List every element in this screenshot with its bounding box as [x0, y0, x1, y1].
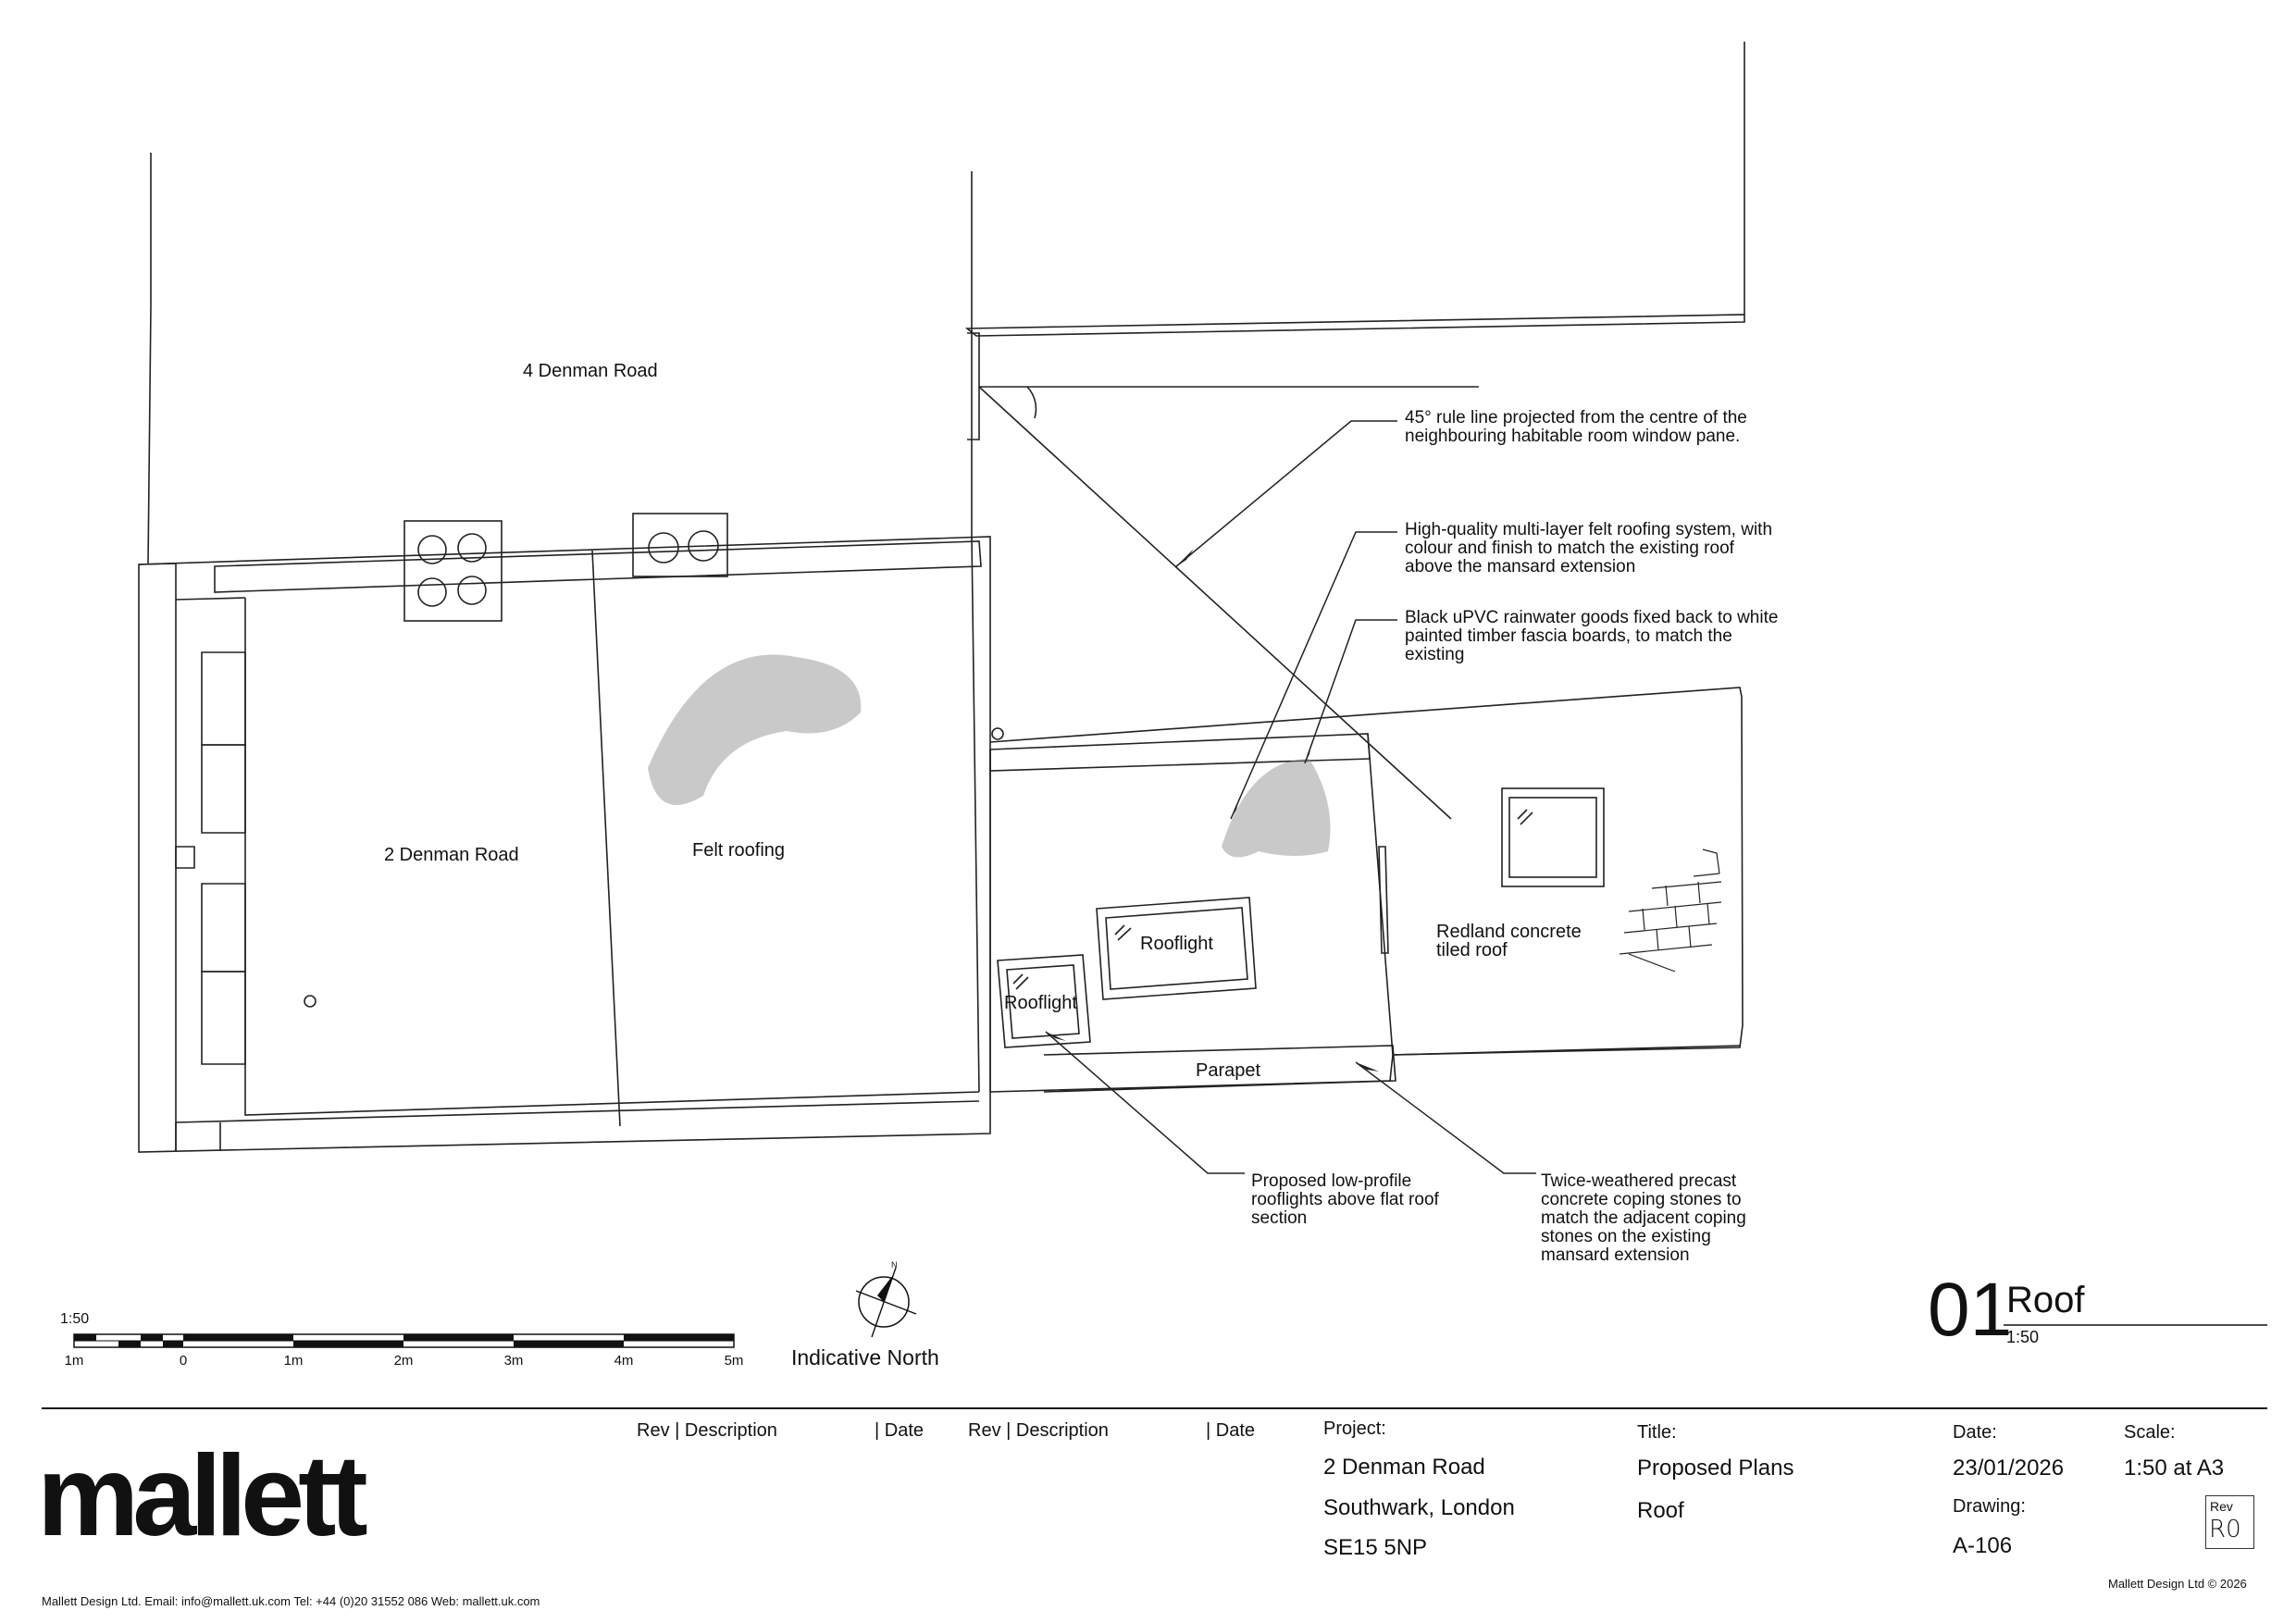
scale-tick-label: 2m [393, 1353, 414, 1369]
note-felt-3: above the mansard extension [1405, 557, 1636, 576]
scale-bar-title: 1:50 [60, 1311, 90, 1327]
rule-line-45 [979, 387, 1451, 819]
label-neighbour: 4 Denman Road [523, 361, 658, 381]
scale-tick-label: 5m [724, 1353, 744, 1369]
rooflight-tiled-symbol [1502, 788, 1604, 886]
note-coping-4: stones on the existing [1541, 1227, 1711, 1246]
note-rooflights-2: rooflights above flat roof [1251, 1190, 1439, 1209]
north-caption: Indicative North [791, 1345, 939, 1369]
note-rainwater-3: existing [1405, 645, 1465, 664]
note-rule-line-1: 45° rule line projected from the centre of the [1405, 408, 1747, 427]
party-wall-line [592, 551, 620, 1126]
leader-arrowheads [1046, 549, 1379, 1072]
note-felt-1: High-quality multi-layer felt roofing system, with [1405, 520, 1773, 539]
rainwater-outlet [304, 996, 316, 1007]
note-felt-2: colour and finish to match the existing roof [1405, 539, 1734, 558]
tile-hatch [1620, 849, 1721, 972]
title-line-2: Roof [1637, 1498, 1684, 1523]
scale-tick-label: 1m [64, 1353, 84, 1369]
neighbour-wall [967, 315, 1744, 336]
note-rule-line-2: neighbouring habitable room window pane. [1405, 427, 1741, 446]
label-felt: Felt roofing [692, 840, 786, 861]
main-roof-outline [139, 537, 990, 1152]
scale-tick-label: 1m [283, 1353, 304, 1369]
label-rooflight-large: Rooflight [1140, 934, 1213, 954]
footer-contact: Mallett Design Ltd. Email: info@mallett.uk.com Tel: +44 (0)20 31552 086 Web: mallett.uk.com [42, 1594, 540, 1608]
label-tiled-roof-1: Redland concrete [1436, 922, 1582, 942]
rear-extension-outline [990, 688, 1743, 1092]
note-rooflights-1: Proposed low-profile [1251, 1171, 1412, 1191]
scale-tick-label: 0 [179, 1353, 188, 1369]
note-coping-1: Twice-weathered precast [1541, 1171, 1737, 1191]
north-marker: N [891, 1260, 898, 1270]
label-parapet: Parapet [1196, 1060, 1261, 1081]
rev-description-head-2: Rev | Description [968, 1420, 1109, 1441]
rev-date-head-2: | Date [1206, 1420, 1255, 1441]
note-rainwater-1: Black uPVC rainwater goods fixed back to white [1405, 608, 1779, 627]
note-coping-5: mansard extension [1541, 1245, 1690, 1265]
scale-value: 1:50 at A3 [2124, 1456, 2225, 1481]
note-rainwater-2: painted timber fascia boards, to match the [1405, 626, 1732, 646]
label-tiled-roof-2: tiled roof [1436, 940, 1508, 960]
footer-copyright: Mallett Design Ltd © 2026 [2108, 1577, 2247, 1591]
note-coping-3: match the adjacent coping [1541, 1208, 1746, 1228]
project-line-1: 2 Denman Road [1323, 1455, 1485, 1480]
felt-stipple [648, 655, 1331, 858]
chimney-stack-large [404, 521, 502, 621]
scale-tick-label: 3m [503, 1353, 524, 1369]
scale-bar [60, 1311, 743, 1369]
north-arrow [791, 1260, 939, 1369]
note-coping-2: concrete coping stones to [1541, 1190, 1742, 1209]
project-head: Project: [1323, 1419, 1386, 1439]
label-property: 2 Denman Road [384, 845, 519, 865]
date-value: 23/01/2026 [1953, 1456, 2065, 1481]
mallett-logo: mallett [37, 1432, 362, 1560]
drawing-head: Drawing: [1953, 1496, 2026, 1517]
drawing-value: A-106 [1953, 1533, 2013, 1558]
label-rooflight-small: Rooflight [1004, 993, 1077, 1013]
view-title: Roof [2006, 1280, 2085, 1320]
project-line-3: SE15 5NP [1323, 1535, 1428, 1560]
revision-head: Rev [2210, 1499, 2233, 1514]
revision-value: R0 [2209, 1516, 2241, 1543]
scale-tick-label: 4m [614, 1353, 634, 1369]
view-number: 01 [1928, 1268, 2013, 1352]
boundary-line-left [148, 153, 151, 564]
note-rooflights-3: section [1251, 1208, 1308, 1228]
rev-date-head-1: | Date [875, 1420, 924, 1441]
date-head: Date: [1953, 1422, 1997, 1443]
scale-head: Scale: [2124, 1422, 2176, 1443]
boundary-line-mid [972, 171, 979, 1092]
view-scale: 1:50 [2006, 1328, 2040, 1346]
title-head: Title: [1637, 1422, 1677, 1443]
project-line-2: Southwark, London [1323, 1495, 1515, 1520]
rev-description-head-1: Rev | Description [637, 1420, 777, 1441]
title-line-1: Proposed Plans [1637, 1456, 1794, 1481]
